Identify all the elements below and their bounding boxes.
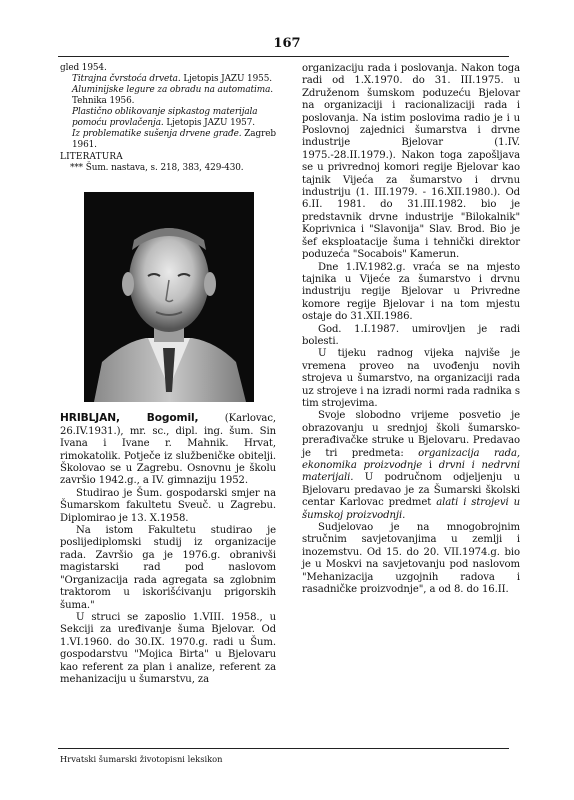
bibliography-source: Tehnika 1956. (72, 96, 135, 106)
biography-paragraph (60, 412, 276, 487)
right-column (302, 63, 520, 596)
bibliography-entry (60, 107, 276, 129)
top-rule (58, 56, 509, 57)
portrait-photo (84, 192, 254, 402)
biography-paragraph (60, 488, 276, 525)
biography-paragraph (302, 348, 520, 410)
biography-paragraph (302, 324, 520, 349)
biography-paragraph (302, 262, 520, 324)
bottom-rule (58, 748, 509, 749)
biography-text: Dne 1.IV.1982.g. vraća se na mjesto tajnika u Vijeće za šumarstvo i drvnu industriju regije Bjelovar u Privredne komore regije Bjelovar i na tom mjestu ostaje do 31.XII.1986. (302, 261, 520, 323)
bibliography-entry (60, 129, 276, 151)
biography-paragraph (302, 522, 520, 596)
italic-text: alati i strojevi u šumskoj proizvodnji. (302, 497, 521, 521)
bibliography-title: Plastično oblikovanje sipkastog materijala pomoću provlačenja. (72, 107, 258, 128)
bibliography (60, 63, 276, 151)
bibliography-source: Ljetopis JAZU 1955. (180, 74, 272, 84)
bibliography-entry (60, 85, 276, 107)
biography-text: Na istom Fakultetu studirao je poslijediplomski studij iz organizacije rada. Završio ga je 1976.g. obranivši magistarski rad pod naslovom "Organizacija rada agregata sa zglobnim traktorom u iskorišćivanju prigorskih šuma." (60, 525, 276, 611)
literature-heading: LITERATURA (60, 152, 123, 162)
biography-text: Svoje slobodno vrijeme posvetio je obrazovanju u srednjoj školi šumarsko-prerađivačke struke u Bjelovaru. Predavao je tri predmeta: (302, 410, 520, 459)
bibliography-entry (60, 74, 276, 85)
literature-item: *** Šum. nastava, s. 218, 383, 429-430. (70, 163, 244, 174)
bibliography-entry (60, 63, 276, 74)
bibliography-source: Ljetopis JAZU 1957. (163, 118, 255, 128)
italic-text: drvni i nedrvni materijali. (302, 460, 520, 484)
italic-text: organizacija rada, ekonomika proizvodnje (302, 447, 520, 471)
biography-text: U struci se zaposlio 1.VIII. 1958., u Sekciji za uređivanje šuma Bjelovar. Od 1.VI.1960. do 30.IX. 1970.g. radi u Šum. gospodarstvu "Mojica Birta" u Bjelovaru kao referent za plan i analize, referent za mehanizaciju u šumarstvu, za (60, 611, 276, 685)
biography-left (60, 412, 276, 686)
biography-text: Sudjelovao je na mnogobrojnim stručnim savjetovanjima u zemlji i inozemstvu. Od 15. do 20. VII.1974.g. bio je u Moskvi na savjetovanju pod naslovom "Mehanizacija uzgojnih radova i rasadničke proizvodnje", a od 8. do 16.II. (302, 522, 520, 596)
biography-paragraph (60, 612, 276, 686)
biography-text: i (422, 460, 439, 471)
biography-paragraph (60, 525, 276, 612)
bibliography-lead: gled 1954. (60, 63, 107, 73)
biography-text: organizaciju rada i poslovanja. Nakon toga radi od 1.X.1970. do 31. III.1975. u Združenom šumskom poduzeću Bjelovar na organizaciji i racionalizaciji rada i poslovanja. Na istim poslovima radio je i u Poslovnoj zajednici šumarstva i drvne industrije Bjelovar (1.IV. 1975.-28.II.1979.). Nakon toga zapošljava se u privrednoj komori regije Bjelovar kao tajnik Vijeća za šumarstvo i drvnu industriju (1. III.1979. - 16.XII.1980.). Od 6.II. 1981. do 31.III.1982. bio je predstavnik drvne industrije "Bilokalnik" Koprivnica i "Slavonija" Slav. Brod. Bio je šef eksploatacije šuma i tehnički direktor poduzeća "Socabois" Kamerun. (302, 63, 520, 261)
entry-name: HRIBLJAN, Bogomil, (60, 412, 199, 425)
biography-paragraph (302, 410, 520, 522)
biography-text: Studirao je Šum. gospodarski smjer na Šumarskom fakultetu Sveuč. u Zagrebu. Diplomirao je 13. X.1958. (60, 487, 276, 524)
page-number: 167 (273, 36, 301, 51)
bibliography-source: Zagreb 1961. (72, 129, 276, 150)
biography-text: (Karlovac, 26.IV.1931.), mr. sc., dipl. ing. šum. Sin Ivana i Ivane r. Mahnik. Hrvat, rimokatolik. Potječe iz službeničke obitelji. Školovao se u Zagrebu. Osnovnu je školu završio 1942.g., a IV. gimnaziju 1952. (60, 413, 276, 487)
bibliography-title: Aluminijske legure za obradu na automatima. (72, 85, 273, 95)
biography-text: U područnom odjeljenju u Bjelovaru predavao je za Šumarski školski centar Karlovac predmet (302, 472, 520, 509)
biography-text: U tijeku radnog vijeka najviše je vremena proveo na uvođenju novih strojeva u šumarstvo, na organizaciji rada uz strojeve i na izradi normi rada radnika s tim strojevima. (302, 348, 520, 409)
left-column (60, 63, 276, 686)
biography-text: God. 1.I.1987. umirovljen je radi bolesti. (302, 323, 520, 347)
bibliography-title: Iz problematike sušenja drvene građe. (72, 129, 242, 139)
bibliography-title: Titrajna čvrstoća drveta. (72, 74, 181, 84)
biography-paragraph (302, 63, 520, 262)
footer: Hrvatski šumarski životopisni leksikon (60, 754, 223, 764)
